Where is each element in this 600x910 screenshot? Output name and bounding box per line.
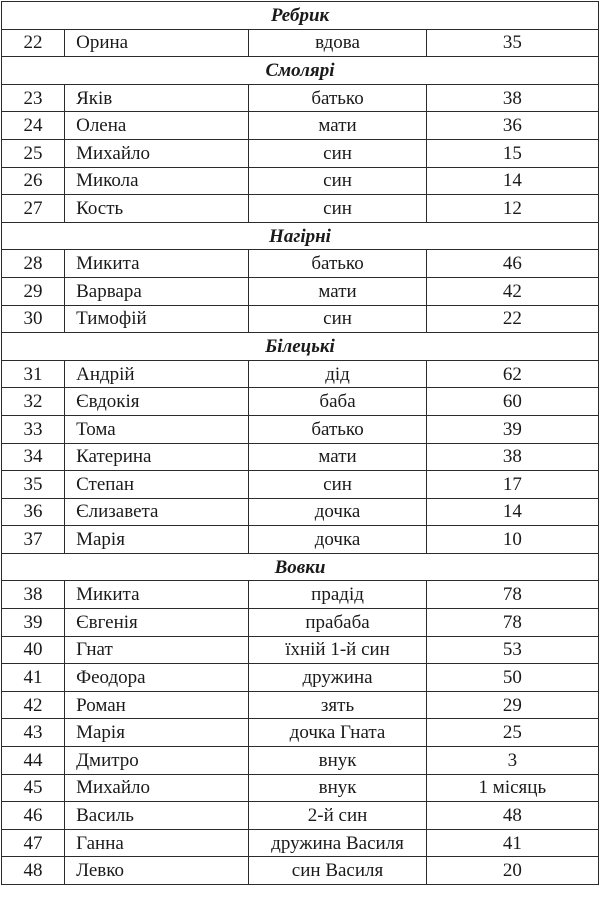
person-number: 31 (2, 360, 65, 388)
person-number: 40 (2, 636, 65, 664)
person-number: 43 (2, 719, 65, 747)
person-name: Марія (65, 719, 249, 747)
person-number: 37 (2, 526, 65, 554)
person-role: батько (249, 415, 426, 443)
table-row (2, 360, 599, 388)
person-number: 26 (2, 167, 65, 195)
person-name: Євдокія (65, 388, 249, 416)
person-name: Яків (65, 84, 249, 112)
person-role: мати (249, 277, 426, 305)
person-role: прабаба (249, 609, 426, 637)
family-header-row (2, 2, 599, 30)
table-row (2, 443, 599, 471)
person-role: внук (249, 774, 426, 802)
person-role: син Василя (249, 857, 426, 885)
person-name: Дмитро (65, 747, 249, 775)
person-role: син (249, 167, 426, 195)
family-header-row (2, 553, 599, 581)
person-age: 36 (426, 112, 598, 140)
person-number: 48 (2, 857, 65, 885)
person-age: 50 (426, 664, 598, 692)
registry-body (2, 2, 599, 885)
person-name: Варвара (65, 277, 249, 305)
person-age: 53 (426, 636, 598, 664)
person-name: Тимофій (65, 305, 249, 333)
person-number: 45 (2, 774, 65, 802)
table-row (2, 415, 599, 443)
person-number: 44 (2, 747, 65, 775)
person-number: 30 (2, 305, 65, 333)
person-age: 62 (426, 360, 598, 388)
person-number: 33 (2, 415, 65, 443)
person-name: Феодора (65, 664, 249, 692)
family-name: Смолярі (2, 57, 599, 85)
person-age: 14 (426, 167, 598, 195)
person-name: Орина (65, 29, 249, 57)
person-number: 25 (2, 139, 65, 167)
family-header-row (2, 222, 599, 250)
person-age: 41 (426, 829, 598, 857)
family-header-row (2, 57, 599, 85)
table-row (2, 857, 599, 885)
person-number: 22 (2, 29, 65, 57)
person-name: Степан (65, 471, 249, 499)
table-row (2, 747, 599, 775)
person-age: 22 (426, 305, 598, 333)
person-age: 1 місяць (426, 774, 598, 802)
person-number: 35 (2, 471, 65, 499)
table-row (2, 691, 599, 719)
person-number: 41 (2, 664, 65, 692)
person-role: син (249, 139, 426, 167)
person-role: баба (249, 388, 426, 416)
family-name: Нагірні (2, 222, 599, 250)
table-row (2, 471, 599, 499)
person-role: дочка Гната (249, 719, 426, 747)
person-role: син (249, 305, 426, 333)
person-age: 15 (426, 139, 598, 167)
table-row (2, 388, 599, 416)
person-name: Олена (65, 112, 249, 140)
person-role: дочка (249, 526, 426, 554)
table-row (2, 277, 599, 305)
person-role: син (249, 195, 426, 223)
person-name: Микита (65, 581, 249, 609)
table-row (2, 829, 599, 857)
person-age: 38 (426, 443, 598, 471)
person-name: Євгенія (65, 609, 249, 637)
person-age: 3 (426, 747, 598, 775)
person-number: 39 (2, 609, 65, 637)
person-number: 47 (2, 829, 65, 857)
person-name: Єлизавета (65, 498, 249, 526)
person-age: 78 (426, 609, 598, 637)
person-number: 46 (2, 802, 65, 830)
person-age: 17 (426, 471, 598, 499)
person-role: дочка (249, 498, 426, 526)
person-role: дружина Василя (249, 829, 426, 857)
person-name: Гнат (65, 636, 249, 664)
person-name: Микита (65, 250, 249, 278)
person-role: мати (249, 443, 426, 471)
person-age: 29 (426, 691, 598, 719)
person-age: 39 (426, 415, 598, 443)
table-row (2, 195, 599, 223)
table-row (2, 802, 599, 830)
person-age: 35 (426, 29, 598, 57)
person-number: 27 (2, 195, 65, 223)
person-age: 20 (426, 857, 598, 885)
person-role: дід (249, 360, 426, 388)
table-row (2, 167, 599, 195)
table-row (2, 112, 599, 140)
table-row (2, 581, 599, 609)
person-name: Михайло (65, 139, 249, 167)
person-role: зять (249, 691, 426, 719)
person-age: 48 (426, 802, 598, 830)
person-number: 36 (2, 498, 65, 526)
person-name: Микола (65, 167, 249, 195)
person-age: 38 (426, 84, 598, 112)
table-row (2, 636, 599, 664)
person-name: Михайло (65, 774, 249, 802)
person-role: син (249, 471, 426, 499)
person-role: мати (249, 112, 426, 140)
person-role: батько (249, 250, 426, 278)
person-number: 34 (2, 443, 65, 471)
person-name: Кость (65, 195, 249, 223)
person-number: 38 (2, 581, 65, 609)
family-name: Білецькі (2, 333, 599, 361)
person-number: 32 (2, 388, 65, 416)
person-age: 10 (426, 526, 598, 554)
table-row (2, 305, 599, 333)
table-row (2, 664, 599, 692)
table-row (2, 609, 599, 637)
table-row (2, 719, 599, 747)
person-age: 25 (426, 719, 598, 747)
person-role: внук (249, 747, 426, 775)
person-role: дружина (249, 664, 426, 692)
person-age: 14 (426, 498, 598, 526)
family-name: Вовки (2, 553, 599, 581)
table-row (2, 139, 599, 167)
person-role: прадід (249, 581, 426, 609)
person-name: Василь (65, 802, 249, 830)
person-number: 28 (2, 250, 65, 278)
table-row (2, 498, 599, 526)
person-name: Ганна (65, 829, 249, 857)
person-number: 29 (2, 277, 65, 305)
person-role: їхній 1-й син (249, 636, 426, 664)
person-name: Левко (65, 857, 249, 885)
person-name: Андрій (65, 360, 249, 388)
family-registry-table (1, 1, 599, 885)
table-row (2, 526, 599, 554)
person-name: Катерина (65, 443, 249, 471)
person-number: 42 (2, 691, 65, 719)
person-name: Тома (65, 415, 249, 443)
person-number: 23 (2, 84, 65, 112)
person-age: 60 (426, 388, 598, 416)
person-role: 2-й син (249, 802, 426, 830)
family-name: Ребрик (2, 2, 599, 30)
person-age: 12 (426, 195, 598, 223)
table-row (2, 84, 599, 112)
person-name: Марія (65, 526, 249, 554)
family-header-row (2, 333, 599, 361)
person-age: 46 (426, 250, 598, 278)
person-age: 42 (426, 277, 598, 305)
person-age: 78 (426, 581, 598, 609)
person-number: 24 (2, 112, 65, 140)
person-role: батько (249, 84, 426, 112)
table-row (2, 774, 599, 802)
person-role: вдова (249, 29, 426, 57)
person-name: Роман (65, 691, 249, 719)
table-row (2, 250, 599, 278)
table-row (2, 29, 599, 57)
